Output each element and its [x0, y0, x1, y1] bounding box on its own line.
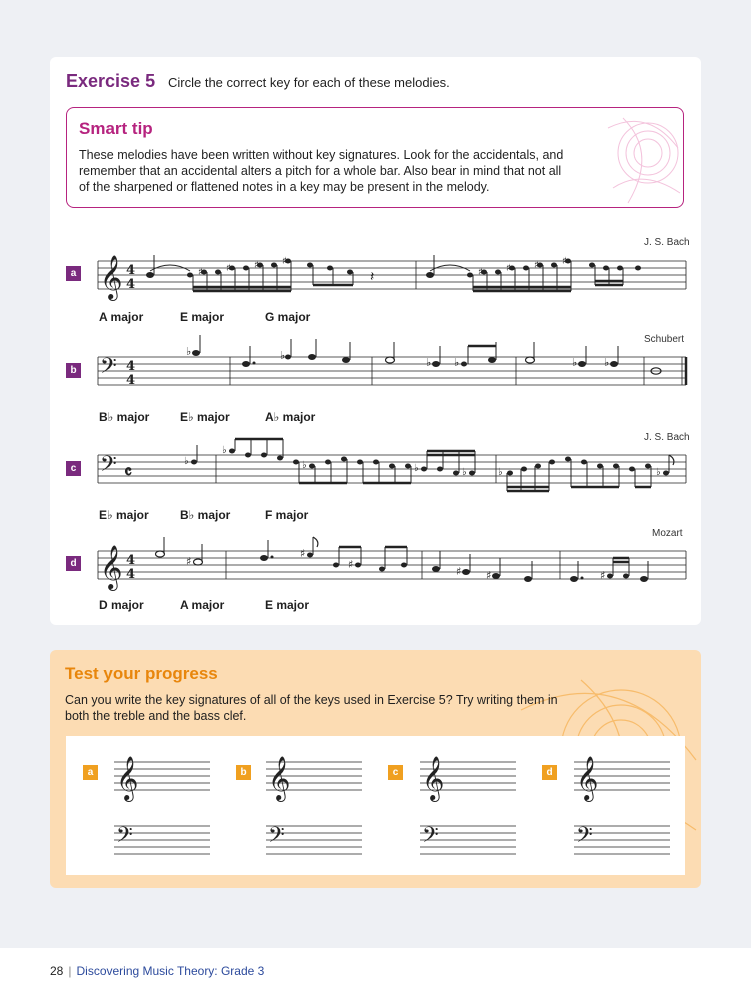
footer-text	[50, 964, 264, 978]
svg-text:♯: ♯	[282, 256, 287, 267]
svg-text:♯: ♯	[198, 267, 203, 278]
choice-d-2[interactable]: A major	[180, 598, 225, 612]
svg-text:𝄢: 𝄢	[100, 452, 117, 482]
choice-b-2[interactable]: E♭ major	[180, 410, 230, 424]
svg-text:𝄽: 𝄽	[370, 268, 375, 284]
svg-text:4: 4	[126, 277, 136, 292]
smart-tip-title: Smart tip	[79, 119, 153, 138]
svg-text:𝄞: 𝄞	[116, 756, 139, 800]
exercise-card	[50, 57, 701, 625]
svg-text:♯: ♯	[254, 260, 259, 271]
svg-text:♯: ♯	[348, 558, 354, 571]
melody-staff-b	[98, 345, 688, 397]
answer-badge-a: a	[83, 765, 98, 780]
svg-text:♭: ♭	[604, 356, 610, 369]
svg-text:𝄴: 𝄴	[124, 462, 133, 483]
choice-a-2[interactable]: E major	[180, 310, 225, 324]
composer-label-c: J. S. Bach	[644, 432, 690, 443]
svg-text:𝄢: 𝄢	[576, 823, 593, 853]
answer-badge-b: b	[236, 765, 251, 780]
melody-badge-b: b	[66, 363, 81, 378]
svg-text:♭: ♭	[426, 356, 432, 369]
svg-text:♯: ♯	[486, 569, 492, 582]
svg-text:4: 4	[126, 567, 136, 582]
svg-text:♭: ♭	[186, 345, 192, 358]
svg-text:♯: ♯	[562, 256, 567, 267]
melody-staff-d	[98, 543, 688, 591]
svg-text:♭: ♭	[222, 445, 227, 456]
choice-a-1[interactable]: A major	[99, 310, 144, 324]
svg-text:4: 4	[126, 359, 136, 374]
svg-text:♯: ♯	[600, 569, 606, 582]
svg-text:𝄞: 𝄞	[268, 756, 291, 800]
svg-text:♭: ♭	[302, 460, 307, 471]
melody-staff-a	[98, 253, 688, 301]
svg-text:𝄞: 𝄞	[100, 255, 123, 299]
book-title: Discovering Music Theory: Grade 3	[76, 964, 265, 978]
page-footer	[0, 948, 751, 1000]
svg-text:♭: ♭	[462, 467, 467, 478]
choice-d-1[interactable]: D major	[99, 598, 144, 612]
answer-staff-b[interactable]	[266, 748, 366, 868]
footer-separator: |	[68, 964, 72, 978]
svg-text:𝄞: 𝄞	[100, 545, 123, 589]
svg-text:♭: ♭	[414, 463, 419, 474]
test-progress-text: Can you write the key signatures of all of the keys used in Exercise 5? Try writing them in both the treble and the bass clef.	[65, 693, 558, 723]
svg-text:♯: ♯	[186, 555, 192, 568]
answer-staff-a[interactable]	[114, 748, 214, 868]
svg-text:4: 4	[126, 263, 136, 278]
svg-text:𝄞: 𝄞	[576, 756, 599, 800]
composer-label-b: Schubert	[644, 334, 685, 345]
svg-text:4: 4	[126, 553, 136, 568]
key-signature-answer-area	[66, 736, 685, 875]
answer-badge-d: d	[542, 765, 557, 780]
svg-text:♭: ♭	[498, 467, 503, 478]
svg-text:𝄢: 𝄢	[268, 823, 285, 853]
composer-label-a: J. S. Bach	[644, 237, 690, 248]
choice-b-1[interactable]: B♭ major	[99, 410, 150, 424]
test-progress-box	[50, 650, 701, 888]
svg-text:♯: ♯	[300, 547, 306, 560]
svg-text:♭: ♭	[572, 356, 578, 369]
answer-badge-c: c	[388, 765, 403, 780]
svg-text:♯: ♯	[478, 267, 483, 278]
svg-text:𝄢: 𝄢	[116, 823, 133, 853]
choice-c-2[interactable]: B♭ major	[180, 508, 231, 522]
melody-badge-a: a	[66, 266, 81, 281]
svg-text:♭: ♭	[280, 349, 286, 362]
choice-a-3[interactable]: G major	[265, 310, 311, 324]
choice-b-3[interactable]: A♭ major	[265, 410, 316, 424]
smart-tip-text: These melodies have been written without key signatures. Look for the accidentals, and remember that an accidental alters a pitch for a whole bar. Also bear in mind that not all of the sharpened or flattened notes in a key may be present in the melody.	[79, 148, 564, 194]
melody-badge-d: d	[66, 556, 81, 571]
composer-label-d: Mozart	[652, 528, 683, 539]
answer-staff-c[interactable]	[420, 748, 520, 868]
svg-text:𝄞: 𝄞	[422, 756, 445, 800]
exercise-title: Exercise 5	[66, 71, 156, 91]
smart-tip-box	[66, 107, 684, 208]
decorative-swirl-icon	[588, 108, 683, 207]
svg-text:♭: ♭	[454, 356, 460, 369]
svg-text:♭: ♭	[656, 467, 661, 478]
page-number: 28	[50, 964, 64, 978]
choice-c-1[interactable]: E♭ major	[99, 508, 149, 522]
melody-badge-c: c	[66, 461, 81, 476]
svg-text:♯: ♯	[226, 263, 231, 274]
exercise-instruction: Circle the correct key for each of these melodies.	[168, 75, 450, 90]
svg-text:♯: ♯	[534, 260, 539, 271]
svg-text:4: 4	[126, 373, 136, 388]
svg-text:♭: ♭	[184, 456, 189, 467]
choice-c-3[interactable]: F major	[265, 508, 309, 522]
test-progress-title: Test your progress	[65, 664, 218, 683]
melody-staff-c	[98, 447, 688, 495]
svg-text:♯: ♯	[456, 565, 462, 578]
choice-d-3[interactable]: E major	[265, 598, 310, 612]
svg-text:𝄢: 𝄢	[100, 354, 117, 384]
svg-text:♯: ♯	[506, 263, 511, 274]
answer-staff-d[interactable]	[574, 748, 674, 868]
svg-text:𝄢: 𝄢	[422, 823, 439, 853]
